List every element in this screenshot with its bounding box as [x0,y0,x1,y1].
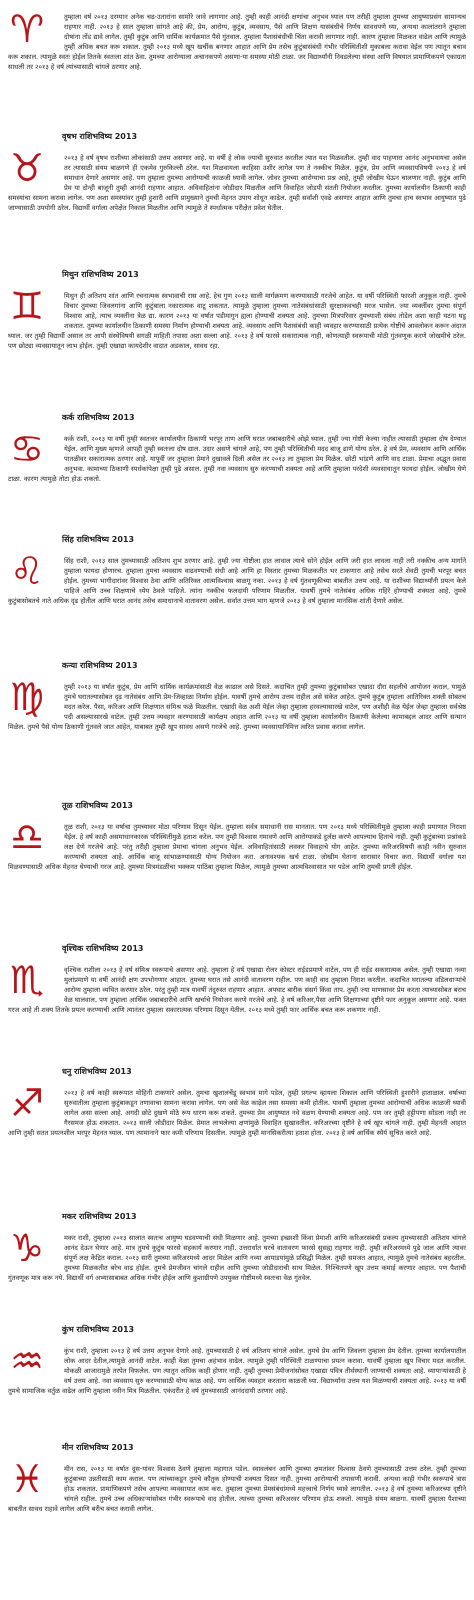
section-heading: कर्क राशिभविष्य 2013 [62,413,135,422]
icon-spacer [8,682,64,714]
section-body-text: तूळ राशी, २०१३ या वर्षाचा तुमच्यावर मोठा परिणाम दिसून येईल. तुम्हाला सर्वत्र समाधानी रास मानतात. पण २०१३ मध्ये परिस्थितीमुळे तुम्हाला काही प्रमाणात निराशा येईल. हे वर्ष काही असमाधानकारक परिस्थितींमुळे हताश करेल. पण तुम्ही विश्वास गमावणे आणि आरोग्याकडे दुर्लक्ष करणे आपल्याच हिताचे नाही. तुम्ही कुटुंबाच्या प्रश्नांकडे लक्ष देणे गरजेचे आहे. परंतु तरीही तुम्हाला प्रेमाचा चांगला अनुभव येईल. अविवाहितांसाठी लवकर विवाहाचे योग आहेत. तुमच्या करिअरविषयी काही नवीन सुरुवात करण्याची शक्यता आहे. आर्थिक बाजू सांभाळण्यासाठी योग्य नियोजन करा. अनावश्यक खर्च टाळा. जोखीम घेताना सारासार विचार करा. विद्यार्थी वर्गाला यश मिळवण्यासाठी अधिक मेहनत घेण्याची गरज आहे. तुमच्या मित्रमंडळींचा भक्कम पाठिंबा तुम्हाला मिळेल, त्यामुळे तुमच्या आत्मविश्वासात भर पडेल आणि तुमची प्रगती होईल. [8,823,466,871]
horoscope-section [0,1318,474,1436]
icon-spacer [8,822,64,854]
section-body-text: मिथुन ही अतिशय शांत आणि रचनात्मक स्वभावाची रास आहे. हेच गुण २०१३ साली मार्गक्रमण करण्यासाठी गरजेचे आहेत. या वर्षी परिस्थिती फारशी अनुकूल नाही. तुमचे विचार तुमच्या जिवलगांना आणि कुटुंबाला नकारात्मक वाटू शकतात. त्यामुळे तुम्हाला तुमच्या नातेसंबंधांसाठी सुरक्षाकवचही मरज भासेल. ज्या व्यक्तींवर तुमचा संपूर्ण विश्वास आहे, त्याच व्यक्तींना त्रेळ द्या. कारण २०१३ या वर्षात पडीमागुन ह्यला होण्याची शक्यता आहे. तुमच्या मित्रपरिवार तुमच्याशी संबंध तोडेल अशा काही घटना घडू शकतात. तुमच्या कार्यालयीन ठिकाणी समस्या निर्माण होण्याची शक्यता आहे. व्यवसाय आणि पैशासंबंधी काही व्यवहार करण्यासाठी प्रत्येक गोष्टीचे आवलोकन करून अंदाज घ्याल. जर तुम्ही विद्यार्थी असाल तर आपी संस्थेविषयी सगळी माहिती तपासा अशा सल्ला आहे. २०१३ हे वर्ष फारसे सकारात्मक नाही, कोणत्याही स्वरूपाची मोठी गुंतवणूक करणे जोखमीचे ठरेल. पण छोट्या व्यवसायातून लाभ होईल. तुम्ही एखाद्या कायदेशीर वादात अडकाल, सावध रहा. [8,292,466,350]
section-body-text: सिंह राशी, २०१३ साल तुमच्यासाठी अतिशय शुभ ठरणार आहे. तुम्ही ज्या गोष्टीला हात लावाल त्याचे सोने होईल आणि जरी हात लावला नाही तरी नक्कीच अन्य मार्गाने तुम्हाला फायदा होणारच. तुम्हाला तुमचा व्यवसाय वाढवण्याची संधी आहे आणि हा विस्तार तुमच्या मिळकतीत भर टाकणारा आहे तसेच सरते शेवटी तुमची भरपूर बचत होईल. तुमच्या भागीदारांवर विश्वास ठेवा आणि अतिरिक्त आत्मविश्वास बाळगू नका. २०१३ हे वर्ष गुंतवणूकीच्या बाबतीत उत्तम आहे. या राशीच्या विद्यार्थ्यांनी प्रयत्न केले पाहिजे आणि उच्च शिक्षणाचे ध्येय ठेवले पाहिजे. त्यांना नक्कीच फलदायी परिणाम मिळतील. यावर्षी तुमचे नातेसंबंध अधिक गहिरे होण्याची शक्यता आहे. तुमचे कुटुंबासोबतचे नाते अधिक दृढ होतील आणि घरात आनंद तसेच समाधानाचे वातावरण असेल. सर्वात उत्तम भाग म्हणजे २०१३ हे वर्ष तुम्हाला मानसिक शांती देणारे असेल. [8,557,466,605]
icon-spacer [8,434,64,466]
capricorn-goat-icon: ♑ [9,1226,45,1270]
section-body-text: कर्क राशी, २०१३ या वर्षी तुम्ही स्वतःवर कार्यालयीन ठिकाणी भरपूर ताण आणि घरात जबाबदारीचे ओझे घ्याल. तुम्ही ज्या गोष्टी केल्या नाहीत त्यासाठी तुम्हाला दोष देण्यात येईल. आणि मुख्य म्हणजे आपही तुम्ही स्वतःला दोष द्याल. उदार असणे चांगले आहे, पण तुम्ही परिस्थितीची मदद बाजू ढाणे योग्य ठरेल. हे वर्ष प्रेम, व्यवसाय आणि आर्थिक पातळीवर सकारात्मक ठरणार आहे. यापूर्वी जर तुम्हाला प्रेमाने दुखावले दिली असेल तर २०१३ ला तुम्हाला प्रेम मिळेल. छोटी भांडणे आणि वाद टाळा. प्रेमाचा अद्भुत प्रवास अनुभवा. कामाच्या ठिकाणी स्पर्धकांपेक्षा तुम्ही पुढे असाल. तुम्ही नवा व्यवसाय सुरु करण्याची शक्यता आहे आणि तुम्हाला परदेशी व्यवसायातून फायदा होईल. जोखीम घेणे टाळा. कारण त्यामुळे तोटा होऊ शकतो. [8,435,466,483]
icon-spacer [8,12,64,44]
section-body-text: २०१३ हे वर्ष वृषभ राशीच्या लोकांसाठी उत्तम असणार आहे. या वर्षी हे लोक ज्याची सुरुवात करतील त्यात यश मिळवतील. तुम्ही वाद पाहणारा आनंद अनुभवायचा असेल तर त्यासाठी संयम बाळगणे ही एकमेव गुरुकिल्ली ठरेल. यश मिळवायला काहिसा उशीर लागेल पण ते नक्कीच मिळेल. कुटुंब, प्रेम आणि व्यवसायविषयी २०१३ हे वर्ष समाधान देणारे असणार आहे. पण तुम्हाला तुमच्या आरोग्याची काळजी घ्यावी लागेल. जोवर तुमच्या आरोग्याचा प्रश्न आहे, तुम्ही जोखीम घेऊन चालणार नाही. कुटुंब आणि प्रेम या दोन्ही बाजूनी तुम्ही आनंदी राहणार आहात. अविवाहितांना जोडीदार मिळतील आणि विवाहित जोडपी संतती नियोजन करतील. तुमच्या कार्यालयीन ठिकाणी काही समस्यांचा सामना करावा लागेल. पण अशा समस्यांवर तुम्ही हुशारी आणि प्रामुख्याने तुमची मेहनत उपाय शोधून काढेल. तुम्ही सर्वांशी एवढे असणार आहात आणि तुमचा हाच स्वभाव आयुष्यात पुढे जाण्यासाठी उपयोगी ठरेल. विद्यार्थी वर्गाला अपेक्षेत निकाल मिळतील आणि त्यामुळे ते स्पर्धात्मक परीक्षेत प्रवेश घेतील. [8,154,466,212]
section-body-text: तुम्हाला वर्ष २०१३ दरम्यान अनेक चढ-उतारांना सामोरे जावे लागणार आहे. तुम्ही काही आनंदी क्षणांचा अनुभव घ्याल पण तरीही तुम्हाला तुमच्या आयुष्याप्रसंग सामान्यच राहणार नाही. २०१३ हे साल तुम्हाला सांगते आहे की, प्रेम, आरोग्य, कुटुंब, व्यवसाय, पैसे आणि शिक्षण यासंबंधीचे निर्णय सावधपणे घ्या, अन्यथा कालांतराने तुम्हाला दोषांना तोंड द्यावे लागेल. तुम्ही कुटुंब आणि धार्मिक कार्यक्रमात पैसे गुंतवाल. तुम्हाला पैशासंबंधीची चिंता करावी लागणार नाही. कारण तुम्हाला मिळकत वाढेल आणि त्यामुळे तुम्ही अधिक बचत करू शकाल. तुम्ही २०१३ मध्ये खूप खर्चीक बनणार आहात आणि प्रेम तसेच कुटुंबासंबंधी गंभीर परिस्थितीशी मुकाबला करावा वेईल पण त्यातून बचाव करू शकाल. त्यामुळे स्वतः होईल तितके स्वतःला शांत ठेवा. तुमच्या आरोग्याला अचानकपणे असणा-या समस्या मोठी टाळा. जर विद्यार्थ्यांनी निवडलेल्या संस्था आणि विषयात प्रामाणिकपणे एकाग्रता साधली तर २०१३ हे वर्ष त्यांच्यासाठी चांगले ठरणार आहे. [8,13,466,71]
section-body-text: मकर राशी, तुम्हाला २०१३ सालात स्वतःच आयुष्य घडवण्याची संधी मिळणार आहे. तुमच्या इच्छाशी किंवा प्रेमाशी आणि करिअरसंबंधी प्रकल्प तुमच्यासाठी अतिशय चांगले आनंद देऊन घेणार आहे. मात्र तुमचे कुटुंब फारसे सहकार्य करणार नाही. उत्तरार्धात घरचे वातावरण फारसे सुसह्य राहणार नाही. तुम्ही करिअरमध्ये पुढे जाल आणि त्यावर संपूर्ण लक्ष केंद्रित कराल. २०१३ सारी तुमच्या करिअरमध्ये आदर मिळेल आणि नव्या आयाडयांमुळे प्रसिद्धी मिळेल. तुम्ही समजत आहात, त्यामुळे तुमचे नातेसंबंध बहरतील. तुमच्या मिळकतीत बरेच वाढ होईल. तुमचे प्रेमजीवन चांगले राहील आणि तुमच्या जोडीदाराची साथ मिळेल. निश्चितपणे खूप उत्तम कमाई करणार आहात. पण पैशाची गुंतवणूक मात्र करू नये. विद्यार्थी वर्ग अभ्यासाबाबत अधिक गंभीर होईल आणि कुशाग्रीपणे उपयुक्त गोष्टीमध्ये स्वतःचा वेळ गुंतवेल. [8,1234,466,1282]
horoscope-section [0,1436,474,1600]
section-body-text: कुंभ राशी, तुम्हाला २०१३ हे वर्ष उत्तम अनुभव देणारे आहे. तुमच्यासाठी हे वर्ष अतिशय चांगले असेल. तुमचे प्रेम आणि जिवलग तुम्हाला प्रेम देतील. तुमच्या कार्यालयातील लोक आदर देतील,त्यामुळे आनंदी वाटेल. काही वेळा तुमचा अहंभाव वाढेल. त्यामुळे तुम्ही परिस्थिती टाळण्याचा प्रयत्न करावा. यावर्षी तुम्हाला खूप विचार मदत करतील. मोकळी आजारामुळे तरपेत विफलेल. पण त्यातून अधिक काही होणार नाही. तुम्ही तुमच्या प्रेमीजनांसोबत एखाद्या पवित्र तीर्थस्थानी जाण्याची शक्यता आहे. व्यापाऱ्यांसाठी हे वर्ष उत्तम आहे. नवा व्यवसाय सुरु करण्यासाठी योग्य काळ आहे. पण आर्थिक व्यवहार करताना काळजी घ्या. विद्यार्थ्यांना उत्तम यश मिळण्याची शक्यता आहे. २०१३ या वर्षी तुमचे सामाजिक वर्तुळ वाढेल आणि तुम्हाला नवीन मित्र मिळतील. एकंदरीत हे वर्ष तुमच्यासाठी आनंददायी ठरणार आहे. [8,1347,466,1395]
horoscope-section [0,406,474,528]
section-body-text: वृश्चिक राशीला २०१३ हे वर्ष संमिश्र स्वरूपाचे असणार आहे. तुम्हाला हे वर्ष एखाद्या रोलर कोस्टर राईडप्रमाणे वाटेल, पण ही राईड सकारात्मक असेल. तुम्ही एखाद्या नव्या मुलांप्रमाणे या वर्षी आनंदी क्षण उपभोगणार आहात. तुमच्या घरात तसे आनंदी वातावरण राहील. पण काही वाद तुम्हाला निराश करतील. कदाचित घरातल्या वडिलधाऱ्यांचे आरोग्य तुम्हाला व्यथित करणार ठरेल. परंतु तुम्ही मात्र यावर्षी तंदुरुस्त राहणार आहात. अपघाट बारीक संसर्ग किंवा ताप. तुम्ही ज्या माणसावर प्रेम करता त्याच्यासोबत बराच वेळ घालवाल. पण तुम्हाला आर्थिक जबाबदारीचे आणि खर्चाचे नियोजन करणे गरजेचे आहे. हे वर्ष करिअर,पैसा आणि शिक्षणाच्या दृष्टीने फार अनुकूल असणार आहे. फक्त गरज आहे ती शक्य तितके प्रयत्न करण्याची आणि त्यानंतर तुम्हाला सकारात्मक परिणाम दिसून येतील. २०१३ मध्ये तुम्ही फार आर्थिक बचत करू शकणार नाही. [8,966,466,1014]
section-body-text: मीन रास, २०१३ या वर्षात दुस-यांवर विश्वास ठेवणे तुम्हाला महागात पडेल. स्वावलंबन आणि तुमच्या क्षमतांवर विश्वास ठेवणे तुमच्यासाठी उत्तम ठरेल. तुम्ही तुमच्या कुटुंबाच्या उन्नतीसाठी काम कराल. पण त्यांच्याकडून तुमचे कौतुक होण्याची शक्यता दिसत नाही. तुमच्या आरोग्याची तपासणी करावी. अन्यथा काही गंभीर स्वरूपाचे त्रास होऊ शकतात. प्रामाणिकपणे तसेच आपल्या व्यवसायात काम करा. तुम्हाला तुमच्या प्रेमसंबंधांमध्ये महत्त्वाचे निर्णय घ्यावे लागतील. २०१३ हे वर्ष तुमच्या करिअरच्या दृष्टीने चांगले राहील. तुमचे उच्च अधिकाऱ्यांसोबत गंभीर स्वरूपाचे वाद होतील. त्याच्या तुमच्या करिअरवर परिणाम होऊ शकतो. त्यामुळे संयम बाळगा. यावर्षी तुम्हाला पैशाच्या बाबतीत सावध राहावे लागेल आणि बरीच बचत करावी लागेल. [8,1465,466,1513]
scorpio-scorpion-icon: ♏ [9,958,45,1002]
section-heading: कुंभ राशिभविष्य 2013 [62,1325,135,1334]
horoscope-section [0,0,474,125]
leo-lion-icon: ♌ [9,549,45,593]
section-body-text: तुम्ही २०१३ या वर्षात कुटुंब, प्रेम आणि धार्मिक कार्यक्रमांसाठी वेळ काढाल असे दिसते. कदाचित तुम्ही तुमच्या कुटुंबासोबत एखादा दौरा सहलीचे आयोजन कराल, यामुळे तुमचे घरातल्यासोबत दृढ नातेसंबंध आणि प्रेम-जिव्हाळा निर्माण होईल. यावर्षी तुमचे आरोग्य उत्तम राहील असे संकेत आहेत. तुमचे कुटुंब तुम्हाला आतिरिक्त शक्ती सोबतच मदत करेल. पैसा, करिअर आणि शिक्षणात संमिश्र फळे मिळतील. एखादी वेळ अशी येईल जेव्हा तुम्हाला हरवल्यासारखे वाटेल, पण अशीही वेळ येईल जेव्हा तुम्हाला सर्वश्रेष्ठ पदी असल्यासारखे वाटेल. तुम्ही उत्तम व्यवहार करण्यासाठी कार्यक्षम आहात आणि २०१३ या वर्षी तुम्हाला कार्यालयीन ठिकाणी केलेल्या कामाबद्दल आदर आणि सन्मान मिळेल. तुमचे पैसे योग्य ठिकाणी गुंतवले जात आहेत, याबाबत तुम्ही खूप सावध असणे गरजेचे आहे. तुमच्या व्यवसायानिमित्त त्वरित प्रवास करावा लागेल. [8,683,466,731]
aquarius-water-bearer-icon: ♒ [9,1339,45,1383]
icon-spacer [8,1464,64,1496]
icon-spacer [8,556,64,588]
cancer-crab-icon: ♋ [9,427,45,471]
gemini-twins-icon: ♊ [9,284,45,328]
pisces-fish-icon: ♓ [9,1457,45,1501]
section-heading: मिथुन राशिभविष्य 2013 [62,270,139,279]
section-body-text: २०१३ हे वर्ष काही स्वरूपात मोहिनी टाकणारे असेल. तुमचा खुशालचेंडू स्वभाव मागे पडेल, तुम्ही प्रगल्भ व्हायला शिकाल आणि परिस्थिती हुशारीने हाताळाल. वर्षाच्या सुरुवातीला तुम्हाला कुटुंबाकडून तणावाचा सामना करावा लागेल. पण असे वेळ काढ़ेल तसा समस्या कमी होतील. यावर्षी तुम्हाला तुमच्या आरोग्याची अधिक काळजी घ्यावी लागेल असा सल्ला आहे. अगदी छोटे दुखणे मोठे रूप धारण करू शकते. तुमच्या प्रेम आयुष्यात नवे वळण येण्याची शक्यता आहे. पण जर तुम्ही हट्टीपणा सोडला नाही तर गैरसमज होऊ शकतात. २०१३ साली जोडीदार मिळेल. प्रेमात लाभलेल्या क्षणांमुळे विवाहित सुखावतील. करिअरच्या दृष्टीने हे वर्ष खूप चांगले नाही. तुम्ही मेहनती आहात आणि तुम्ही सतत प्रयत्नशील भरपूर मेहनत घ्याल. पण त्यामानाने फार कमी परिणाम दिसतील. त्यामुळे तुम्ही मानसिकरीत्या हताश होता. २०१३ हे वर्ष आर्थिक स्थैर्य सूचित करते आहे. [8,1089,466,1137]
section-heading: मीन राशिभविष्य 2013 [62,1443,134,1452]
horoscope-section [0,654,474,794]
horoscope-section [0,263,474,406]
icon-spacer [8,965,64,997]
icon-spacer [8,291,64,323]
taurus-bull-icon: ♉ [9,146,45,190]
section-heading: मकर राशिभविष्य 2013 [62,1212,137,1221]
section-heading: वृश्चिक राशिभविष्य 2013 [62,944,144,953]
sagittarius-archer-icon: ♐ [9,1081,45,1125]
aries-ram-icon: ♈ [9,7,45,51]
section-heading: वृषभ राशिभविष्य 2013 [62,132,138,141]
horoscope-section [0,528,474,654]
libra-scales-icon: ♎ [9,815,45,859]
horoscope-section [0,125,474,263]
horoscope-section [0,937,474,1060]
section-heading: कन्या राशिभविष्य 2013 [62,661,138,670]
horoscope-section [0,1060,474,1205]
icon-spacer [8,1088,64,1120]
horoscope-section [0,1205,474,1318]
icon-spacer [8,1233,64,1265]
section-heading: सिंह राशिभविष्य 2013 [62,535,135,544]
icon-spacer [8,1346,64,1378]
section-heading: तूळ राशिभविष्य 2013 [62,801,133,810]
virgo-maiden-icon: ♍ [9,675,45,719]
section-heading: धनु राशिभविष्य 2013 [62,1067,132,1076]
horoscope-section [0,794,474,937]
icon-spacer [8,153,64,185]
